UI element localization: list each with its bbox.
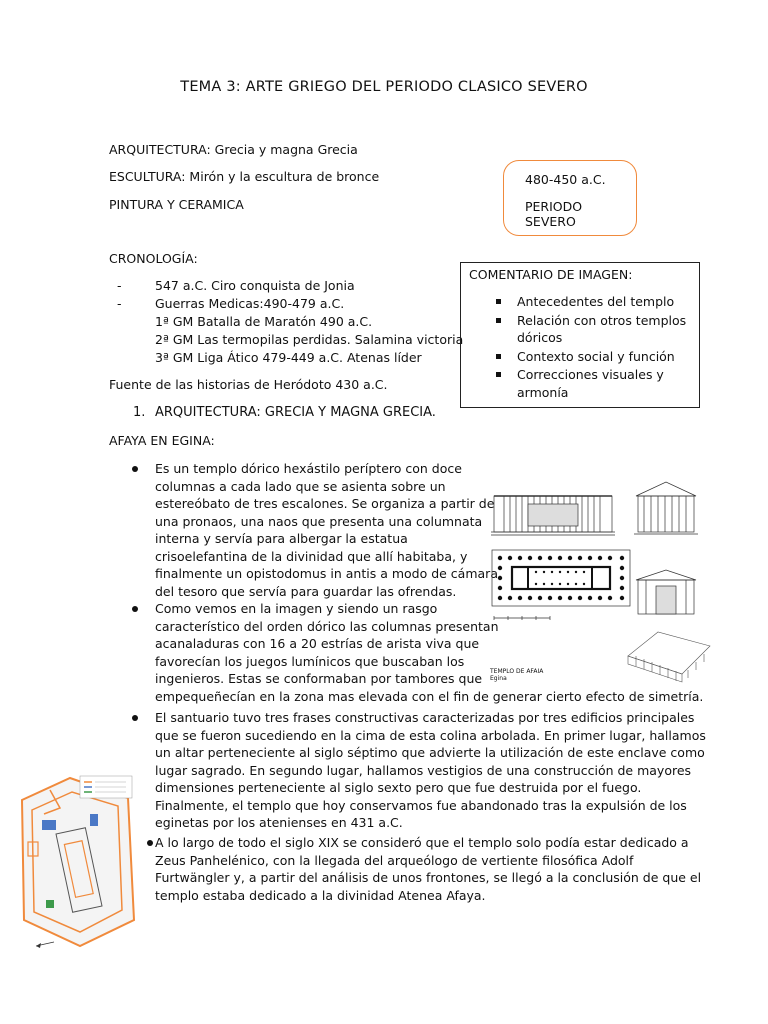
temple-plan-caption: TEMPLO DE AFAIA Egina	[490, 668, 544, 682]
comment-item: Contexto social y función	[461, 348, 691, 366]
period-box	[503, 160, 637, 236]
bullet-paragraph-1: Es un templo dórico hexástilo períptero con doce columnas a cada lado que se asienta sobre un estereóbato de tres escalones. Se organiza a partir de una pronaos, una naos que presenta una columnata interna y servía para albergar la estatua crisoelefantina de la divinidad que allí habitaba, y finalmente un opistodomus in antis a modo de cámara del tesoro que servía para guardar las ofrendas.	[155, 461, 498, 599]
bullet-paragraph-2: Como vemos en la imagen y siendo un rasgo característico del orden dórico las columnas presentan acanaladuras con 16 a 20 estrías de arista viva que favorecían los juegos lumínicos que buscaban los ingenieros. Estas se conformaban por tambores que empequeñecían en la zona mas elevada con el fin de generar cierto efecto de simetría.	[155, 601, 704, 704]
square-bullet-icon	[496, 354, 501, 359]
chronology-item: Guerras Medicas:490-479 a.C.	[155, 296, 345, 311]
square-bullet-icon	[496, 372, 501, 377]
subsection-heading: AFAYA EN EGINA:	[109, 433, 215, 448]
temple-plan-drawing	[492, 550, 630, 620]
temple-drawings-figure	[488, 470, 716, 692]
square-bullet-icon	[496, 318, 501, 323]
comment-item: Correcciones visuales y armonía	[461, 366, 691, 401]
topic-painting: PINTURA Y CERAMICA	[109, 197, 244, 212]
comment-item: Antecedentes del templo	[461, 293, 691, 311]
page-title: TEMA 3: ARTE GRIEGO DEL PERIODO CLASICO SEVERO	[180, 79, 588, 95]
chronology-item: 547 a.C. Ciro conquista de Jonia	[155, 278, 355, 293]
bullet-paragraph-3: El santuario tuvo tres frases constructivas caracterizadas por tres edificios principales que se fueron sucediendo en la cima de esta colina arbolada. En primer lugar, hallamos un altar perteneciente al siglo séptimo que advierte la utilización de este enclave como lugar sagrado. En segundo lugar, hallamos vestigios de una construcción de mayores dimensiones perteneciente al siglo sexto pero que fue destruida por el fuego. Finalmente, el templo que hoy conservamos fue abandonado tras la expulsión de los eginetas por los atenienses en 431 a.C.	[155, 710, 706, 830]
comment-heading: COMENTARIO DE IMAGEN:	[469, 267, 633, 282]
square-bullet-icon	[496, 299, 501, 304]
chronology-source: Fuente de las historias de Heródoto 430 a.C.	[109, 377, 388, 392]
dash-marker: -	[117, 278, 122, 293]
temple-section-drawing	[491, 496, 615, 535]
period-label: PERIODO SEVERO	[525, 199, 583, 229]
bullet-paragraph-4: A lo largo de todo el siglo XIX se consideró que el templo solo podía estar dedicado a Zeus Panhelénico, con la llegada del arqueólogo de vertiente filosófica Adolf Furtwängler y, a partir del análisis de unos frontones, se llegó a la conclusión de que el templo estaba dedicado a la divinidad Atenea Afaya.	[155, 835, 702, 903]
sanctuary-plan-drawing	[22, 776, 134, 948]
temple-perspective-drawing	[628, 632, 710, 682]
dash-marker: -	[117, 296, 122, 311]
comment-item: Relación con otros templos dóricos	[461, 312, 691, 347]
chronology-heading: CRONOLOGÍA:	[109, 251, 198, 266]
temple-front-drawing	[634, 482, 698, 534]
period-dates: 480-450 a.C.	[525, 172, 606, 187]
topic-sculpture: ESCULTURA: Mirón y la escultura de bronce	[109, 169, 380, 184]
section-number: 1.	[133, 405, 146, 420]
chronology-subitem: 2ª GM Las termopilas perdidas. Salamina victoria	[155, 332, 464, 347]
topic-architecture: ARQUITECTURA: Grecia y magna Grecia	[109, 142, 358, 157]
bullet-icon	[132, 466, 138, 472]
bullet-icon	[147, 840, 153, 846]
chronology-subitem: 3ª GM Liga Ático 479-449 a.C. Atenas líder	[155, 350, 422, 365]
image-comment-box	[460, 262, 700, 408]
sanctuary-plan-figure	[10, 770, 140, 952]
bullet-icon	[132, 715, 138, 721]
chronology-subitem: 1ª GM Batalla de Maratón 490 a.C.	[155, 314, 373, 329]
section-heading: ARQUITECTURA: GRECIA Y MAGNA GRECIA.	[155, 405, 436, 420]
bullet-icon	[132, 606, 138, 612]
comment-list	[461, 293, 691, 402]
temple-side-section-drawing	[636, 570, 696, 614]
